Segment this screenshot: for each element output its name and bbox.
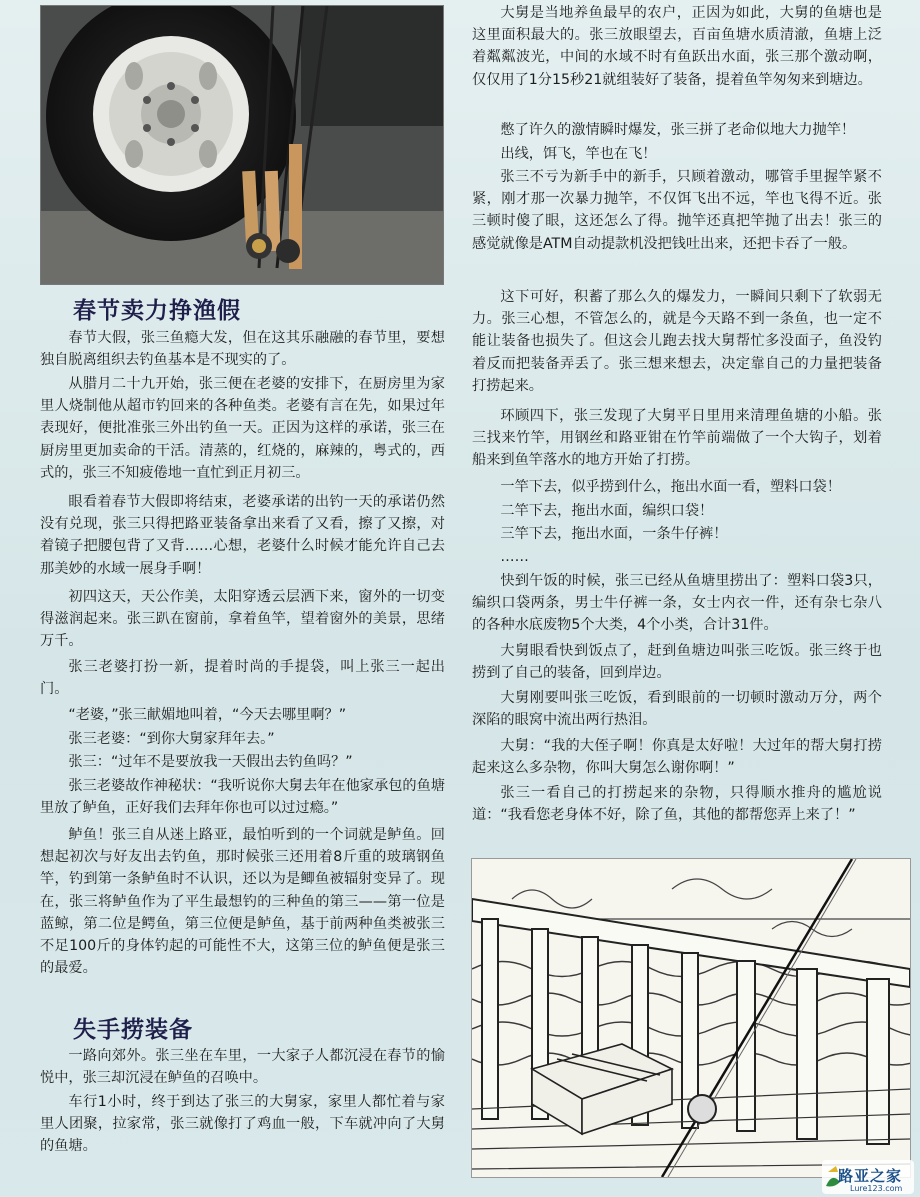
- paragraph: 从腊月二十九开始，张三便在老婆的安排下，在厨房里为家里人烧制他从超市钓回来的各种鱼类。老婆有言在先，如果过年表现好，便批准张三外出钓鱼一天。正因为这样的承诺，张三在厨房里更加卖命的干活。清蒸的，红烧的，麻辣的，粤式的，西式的，张三不知疲倦地一直忙到正月初三。: [40, 376, 445, 481]
- paragraph: 一竿下去，似乎捞到什么，拖出水面一看，塑料口袋！: [500, 479, 841, 495]
- paragraph: 大舅是当地养鱼最早的农户，正因为如此，大舅的鱼塘也是这里面积最大的。张三放眼望去，百亩鱼塘水质清澈，鱼塘上泛着粼粼波光，中间的水域不时有鱼跃出水面，张三那个激动啊，仅仅用了1分15秒21就组装好了装备，提着鱼竿匆匆来到塘边。: [472, 5, 882, 88]
- paragraph: “老婆，”张三献媚地叫着，“今天去哪里啊？”: [68, 707, 347, 723]
- paragraph: 张三老婆打扮一新，提着时尚的手提袋，叫上张三一起出门。: [40, 659, 445, 698]
- paragraph: 春节大假，张三鱼瘾大发，但在这其乐融融的春节里，要想独自脱离组织去钓鱼基本是不现实的了。: [40, 330, 445, 369]
- section-title-spring-festival: 春节卖力挣渔假: [73, 297, 241, 324]
- paragraph: 张三：“过年不是要放我一天假出去钓鱼吗？”: [68, 754, 353, 770]
- paragraph: 出线，饵飞，竿也在飞！: [500, 146, 657, 162]
- paragraph: 鲈鱼！张三自从迷上路亚，最怕听到的一个词就是鲈鱼。回想起初次与好友出去钓鱼，那时候张三还用着8斤重的玻璃钢鱼竿，钓到第一条鲈鱼时不认识，还以为是鲫鱼被辐射变异了。现在，张三将鲈鱼作为了平生最想钓的三种鱼的第三——第一位是蓝鲸，第二位是鳄鱼，第三位便是鲈鱼，基于前两种鱼类被张三不足100斤的身体钓起的可能性不大，这第三位的鲈鱼便是张三的最爱。: [40, 827, 445, 977]
- paragraph: 大舅：“我的大侄子啊！你真是太好啦！大过年的帮大舅打捞起来这么多杂物，你叫大舅怎么谢你啊！”: [472, 738, 882, 777]
- paragraph: 张三老婆：“到你大舅家拜年去。”: [68, 731, 275, 747]
- paragraph: 初四这天，天公作美，太阳穿透云层洒下来，窗外的一切变得滋润起来。张三趴在窗前，拿着鱼竿，望着窗外的美景，思绪万千。: [40, 589, 445, 650]
- paragraph: 眼看着春节大假即将结束，老婆承诺的出钓一天的承诺仍然没有兑现，张三只得把路亚装备拿出来看了又看，擦了又擦，对着镜子把腰包背了又背……心想，老婆什么时候才能允许自己去那美妙的水域一展身手啊！: [40, 494, 445, 577]
- watermark-name: 路亚之家: [838, 1167, 903, 1185]
- wheel-rods-photo: [40, 5, 444, 285]
- paragraph: 张三不亏为新手中的新手，只顾着激动，哪管手里握竿紧不紧，刚才那一次暴力抛竿，不仅饵飞出不远，竿也飞得不近。张三顿时傻了眼，这还怎么了得。抛竿还真把竿抛了出去！张三的感觉就像是ATM自动提款机没把钱吐出来，还把卡吞了一般。: [472, 169, 882, 252]
- paragraph: 大舅眼看快到饭点了，赶到鱼塘边叫张三吃饭。张三终于也捞到了自己的装备，回到岸边。: [472, 643, 882, 682]
- paragraph: 憋了许久的激情瞬时爆发，张三拼了老命似地大力抛竿！: [500, 122, 856, 138]
- paragraph: 二竿下去，拖出水面，编织口袋！: [500, 503, 714, 519]
- paragraph: 快到午饭的时候，张三已经从鱼塘里捞出了：塑料口袋3只，编织口袋两条，男士牛仔裤一条，女士内衣一件，还有杂七杂八的各种水底废物5个大类，4个小类，合计31件。: [472, 573, 882, 634]
- paragraph: 张三一看自己的打捞起来的杂物，只得顺水推舟的尴尬说道：“我看您老身体不好，除了鱼，其他的都帮您弄上来了！”: [472, 785, 882, 824]
- section-title-lost-gear: 失手捞装备: [73, 1016, 193, 1043]
- paragraph: 三竿下去，拖出水面，一条牛仔裤！: [500, 526, 728, 542]
- railing-sketch-illustration: [471, 858, 911, 1178]
- paragraph: 大舅刚要叫张三吃饭，看到眼前的一切顿时激动万分，两个深陷的眼窝中流出两行热泪。: [472, 690, 882, 729]
- paragraph: 张三老婆故作神秘状：“我听说你大舅去年在他家承包的鱼塘里放了鲈鱼，正好我们去拜年你也可以过过瘾。”: [40, 778, 445, 817]
- paragraph: 一路向郊外。张三坐在车里，一大家子人都沉浸在春节的愉悦中，张三却沉浸在鲈鱼的召唤中。: [40, 1048, 445, 1087]
- paragraph: 这下可好，积蓄了那么久的爆发力，一瞬间只剩下了软弱无力。张三心想，不管怎么的，就是今天路不到一条鱼，也一定不能让装备也损失了。但这会儿跑去找大舅帮忙多没面子，鱼没钓着反而把装备弄丢了。张三想来想去，决定靠自己的力量把装备打捞起来。: [472, 289, 882, 394]
- paragraph: 车行1小时，终于到达了张三的大舅家，家里人都忙着与家里人团聚，拉家常，张三就像打了鸡血一般，下车就冲向了大舅的鱼塘。: [40, 1094, 445, 1155]
- paragraph: ……: [500, 549, 529, 565]
- paragraph: 环顾四下，张三发现了大舅平日里用来清理鱼塘的小船。张三找来竹竿，用钢丝和路亚钳在竹竿前端做了一个大钩子，划着船来到鱼竿落水的地方开始了打捞。: [472, 408, 882, 469]
- watermark-url: Lure123.com: [850, 1184, 903, 1193]
